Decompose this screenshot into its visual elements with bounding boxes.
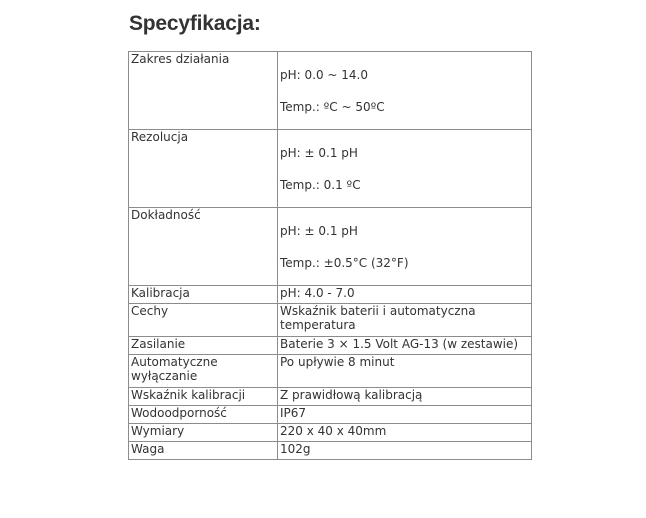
spec-label-weight: Waga xyxy=(129,442,278,460)
spec-label-operating-range: Zakres działania xyxy=(129,52,278,130)
spec-value-waterproof: IP67 xyxy=(278,406,532,424)
spec-value-resolution xyxy=(278,130,532,208)
table-row xyxy=(129,208,532,286)
spec-value-line: pH: 0.0 ~ 14.0 xyxy=(280,68,368,82)
table-row xyxy=(129,355,532,388)
spec-table xyxy=(128,51,532,460)
table-row xyxy=(129,286,532,304)
spec-value-features: Wskaźnik baterii i automatyczna temperatura xyxy=(278,304,532,337)
spec-label-accuracy: Dokładność xyxy=(129,208,278,286)
spec-value-line: Temp.: 0.1 ºC xyxy=(280,178,361,192)
spec-label-resolution: Rezolucja xyxy=(129,130,278,208)
spec-value-power: Baterie 3 × 1.5 Volt AG-13 (w zestawie) xyxy=(278,337,532,355)
spec-value-accuracy xyxy=(278,208,532,286)
table-row xyxy=(129,442,532,460)
spec-value-dimensions: 220 x 40 x 40mm xyxy=(278,424,532,442)
table-row xyxy=(129,304,532,337)
table-row xyxy=(129,337,532,355)
table-row xyxy=(129,424,532,442)
spec-value-line: pH: ± 0.1 pH xyxy=(280,146,358,160)
page-title: Specyfikacja: xyxy=(129,12,261,35)
spec-value-line: Temp.: ºC ~ 50ºC xyxy=(280,100,385,114)
table-row xyxy=(129,388,532,406)
spec-label-calibration: Kalibracja xyxy=(129,286,278,304)
spec-value-auto-off: Po upływie 8 minut xyxy=(278,355,532,388)
spec-value-line: pH: ± 0.1 pH xyxy=(280,224,358,238)
table-row xyxy=(129,406,532,424)
spec-label-power: Zasilanie xyxy=(129,337,278,355)
spec-label-features: Cechy xyxy=(129,304,278,337)
spec-value-line: Temp.: ±0.5°C (32°F) xyxy=(280,256,409,270)
table-row xyxy=(129,130,532,208)
spec-value-calibration: pH: 4.0 - 7.0 xyxy=(278,286,532,304)
spec-value-calibration-indicator: Z prawidłową kalibracją xyxy=(278,388,532,406)
spec-value-weight: 102g xyxy=(278,442,532,460)
table-row xyxy=(129,52,532,130)
spec-label-calibration-indicator: Wskaźnik kalibracji xyxy=(129,388,278,406)
spec-value-operating-range xyxy=(278,52,532,130)
spec-label-waterproof: Wodoodporność xyxy=(129,406,278,424)
spec-label-dimensions: Wymiary xyxy=(129,424,278,442)
spec-label-auto-off: Automatyczne wyłączanie xyxy=(129,355,278,388)
